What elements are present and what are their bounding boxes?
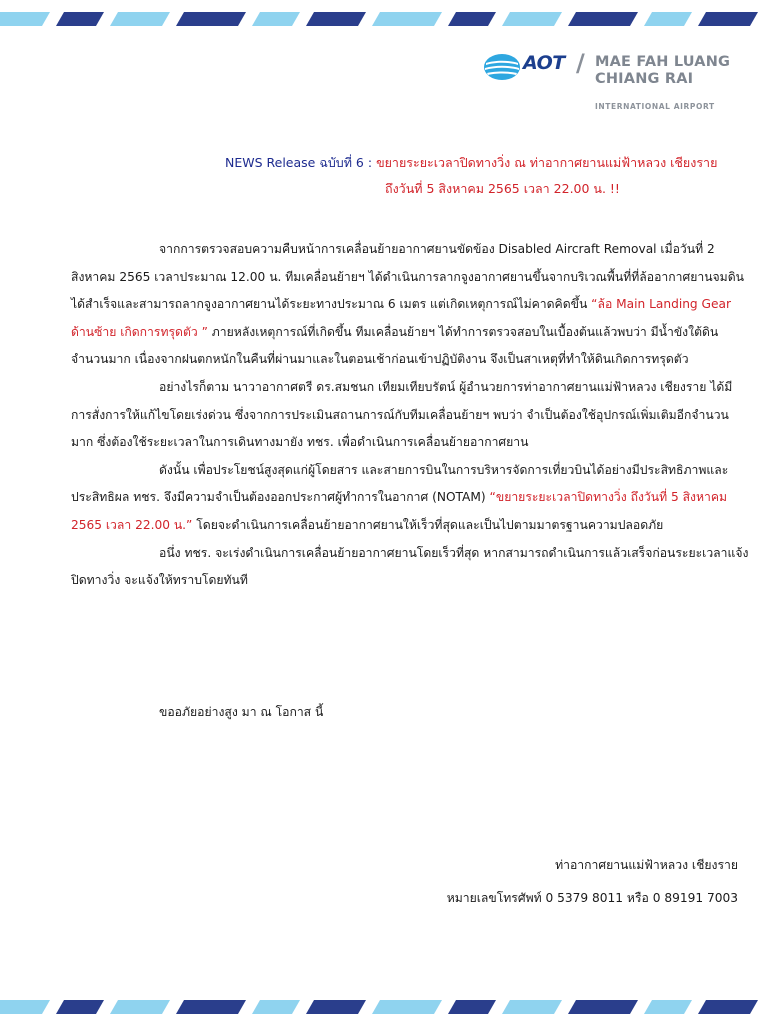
stripe-segment <box>56 1000 104 1014</box>
stripe-segment <box>176 1000 246 1014</box>
stripe-segment <box>372 1000 442 1014</box>
paragraph-2: อย่างไรก็ตาม นาวาอากาศตรี ดร.สมชนก เทียมเทียบรัตน์ ผู้อำนวยการท่าอากาศยานแม่ฟ้าหลวง เชียงราย ได้มีการสั่งการให้แก้ไขโดยเร่งด่วน ซึ่งจากการประเมินสถานการณ์กับทีมเคลื่อนย้ายฯ พบว่า จำเป็นต้องใช้อุปกรณ์เพิ่มเติมอีกจำนวนมาก ซึ่งต้องใช้ระยะเวลาในการเดินทางมายัง ทชร. เพื่อดำเนินการเคลื่อนย้ายอากาศยาน <box>71 379 733 450</box>
press-release-body <box>71 236 751 595</box>
stripe-segment <box>448 12 496 26</box>
airport-logo <box>483 46 753 118</box>
stripe-segment <box>110 12 170 26</box>
stripe-segment <box>698 1000 758 1014</box>
paragraph-1-text-a: จากการตรวจสอบความคืบหน้าการเคลื่อนย้ายอากาศยานขัดข้อง Disabled Aircraft Removal เมื่อวันที่ 2 สิงหาคม 2565 เวลาประมาณ 12.00 น. ทีมเคลื่อนย้ายฯ ได้ดำเนินการลากจูงอากาศยานขึ้นจากบริเวณพื้นที่ที่ล้ออากาศยานจมดินได้สำเร็จและสามารถลากจูงอากาศยานได้ระยะทางประมาณ 6 เมตร แต่เกิดเหตุการณ์ไม่คาดคิดขึ้น <box>71 242 744 312</box>
paragraph-1-text-b: ภายหลังเหตุการณ์ที่เกิดขึ้น ทีมเคลื่อนย้ายฯ ได้ทำการตรวจสอบในเบื้องต้นแล้วพบว่า มีน้ำขังใต้ดินจำนวนมาก เนื่องจากฝนตกหนักในคืนที่ผ่านมาและในตอนเช้าก่อนเข้าปฏิบัติงาน จึงเป็นสาเหตุที่ทำให้ดินเกิดการทรุดตัว <box>71 324 719 367</box>
stripe-segment <box>644 12 692 26</box>
stripe-segment <box>0 12 50 26</box>
stripe-segment <box>252 1000 300 1014</box>
news-headline <box>225 150 755 202</box>
stripe-segment <box>502 12 562 26</box>
stripe-segment <box>698 12 758 26</box>
stripe-segment <box>176 12 246 26</box>
stripe-segment <box>502 1000 562 1014</box>
stripe-segment <box>448 1000 496 1014</box>
paragraph-1-highlight: “ล้อ Main Landing Gear ด้านซ้าย เกิดการทรุดตัว ” <box>71 297 731 339</box>
bottom-decorative-stripes <box>0 1000 763 1014</box>
airport-name-line2: CHIANG RAI <box>595 71 694 87</box>
airport-subtitle: INTERNATIONAL AIRPORT <box>595 102 715 111</box>
stripe-segment <box>306 1000 366 1014</box>
stripe-segment <box>568 1000 638 1014</box>
stripe-segment <box>306 12 366 26</box>
aot-wordmark: AOT <box>523 52 565 74</box>
signature-org: ท่าอากาศยานแม่ฟ้าหลวง เชียงราย <box>555 858 738 872</box>
paragraph-3-text-a: ดังนั้น เพื่อประโยชน์สูงสุดแก่ผู้โดยสาร และสายการบินในการบริหารจัดการเที่ยวบินได้อย่างมีประสิทธิภาพและประสิทธิผล ทชร. จึงมีความจำเป็นต้องออกประกาศผู้ทำการในอากาศ (NOTAM) <box>71 462 729 505</box>
apology-line: ขออภัยอย่างสูง มา ณ โอกาส นี้ <box>159 705 324 719</box>
paragraph-3-highlight: “ขยายระยะเวลาปิดทางวิ่ง ถึงวันที่ 5 สิงหาคม 2565 เวลา 22.00 น.” <box>71 490 728 532</box>
paragraph-1 <box>71 236 751 374</box>
airport-name <box>595 54 755 88</box>
logo-divider: / <box>576 49 585 77</box>
aot-logo-icon <box>483 52 521 82</box>
paragraph-4: อนึ่ง ทชร. จะเร่งดำเนินการเคลื่อนย้ายอากาศยานโดยเร็วที่สุด หากสามารถดำเนินการแล้วเสร็จก่อนระยะเวลาแจ้งปิดทางวิ่ง จะแจ้งให้ทราบโดยทันที <box>71 545 749 588</box>
headline-title-line1: ขยายระยะเวลาปิดทางวิ่ง ณ ท่าอากาศยานแม่ฟ้าหลวง เชียงราย <box>376 155 718 170</box>
news-release-label: NEWS Release ฉบับที่ 6 : <box>225 155 373 170</box>
stripe-segment <box>372 12 442 26</box>
stripe-segment <box>56 12 104 26</box>
signature-phone: หมายเลขโทรศัพท์ 0 5379 8011 หรือ 0 89191 7003 <box>446 891 738 905</box>
top-decorative-stripes <box>0 12 763 26</box>
airport-name-line1: MAE FAH LUANG <box>595 54 731 70</box>
stripe-segment <box>0 1000 50 1014</box>
headline-title-line2: ถึงวันที่ 5 สิงหาคม 2565 เวลา 22.00 น. !! <box>385 181 620 196</box>
paragraph-3-text-b: โดยจะดำเนินการเคลื่อนย้ายอากาศยานให้เร็วที่สุดและเป็นไปตามมาตรฐานความปลอดภัย <box>192 517 664 532</box>
stripe-segment <box>252 12 300 26</box>
paragraph-3 <box>71 457 751 540</box>
signature-block <box>447 849 738 915</box>
stripe-segment <box>644 1000 692 1014</box>
stripe-segment <box>110 1000 170 1014</box>
stripe-segment <box>568 12 638 26</box>
